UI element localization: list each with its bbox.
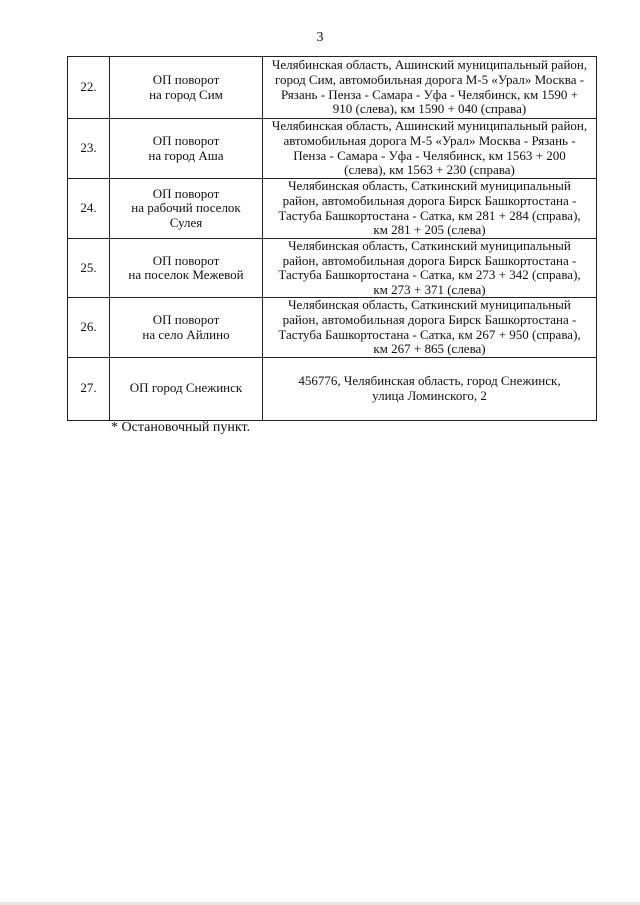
page-number: 3 [316,30,324,45]
table-row [68,298,597,357]
stop-name: ОП поворот на рабочий поселок Сулея [110,179,263,239]
stop-address: Челябинская область, Саткинский муниципальный район, автомобильная дорога Бирск Башкортостана - Тастуба Башкортостана - Сатка, км 267 + 950 (справа), км 267 + 865 (слева) [263,298,597,357]
stop-address: Челябинская область, Саткинский муниципальный район, автомобильная дорога Бирск Башкортостана - Тастуба Башкортостана - Сатка, км 281 + 284 (справа), км 281 + 205 (слева) [263,179,597,239]
table-row [68,119,597,179]
row-number: 27. [68,357,110,420]
stop-address: Челябинская область, Саткинский муниципальный район, автомобильная дорога Бирск Башкортостана - Тастуба Башкортостана - Сатка, км 273 + 342 (справа), км 273 + 371 (слева) [263,239,597,298]
stop-address: Челябинская область, Ашинский муниципальный район, город Сим, автомобильная дорога М-5 «Урал» Москва - Рязань - Пенза - Самара - Уфа - Челябинск, км 1590 + 910 (слева), км 1590 + 040 (справа) [263,57,597,119]
stop-address: 456776, Челябинская область, город Снежинск, улица Ломинского, 2 [263,357,597,420]
table-row [68,239,597,298]
stop-name: ОП город Снежинск [110,357,263,420]
row-number: 24. [68,179,110,239]
stop-name: ОП поворот на город Сим [110,57,263,119]
stops-table [67,56,597,421]
stop-address: Челябинская область, Ашинский муниципальный район, автомобильная дорога М-5 «Урал» Москва - Рязань - Пенза - Самара - Уфа - Челябинск, км 1563 + 200 (слева), км 1563 + 230 (справа) [263,119,597,179]
table-row [68,357,597,420]
stop-name: ОП поворот на город Аша [110,119,263,179]
row-number: 22. [68,57,110,119]
table-row [68,179,597,239]
row-number: 23. [68,119,110,179]
row-number: 25. [68,239,110,298]
footnote: * Остановочный пункт. [111,420,251,435]
table-row [68,57,597,119]
row-number: 26. [68,298,110,357]
stop-name: ОП поворот на село Айлино [110,298,263,357]
stop-name: ОП поворот на поселок Межевой [110,239,263,298]
